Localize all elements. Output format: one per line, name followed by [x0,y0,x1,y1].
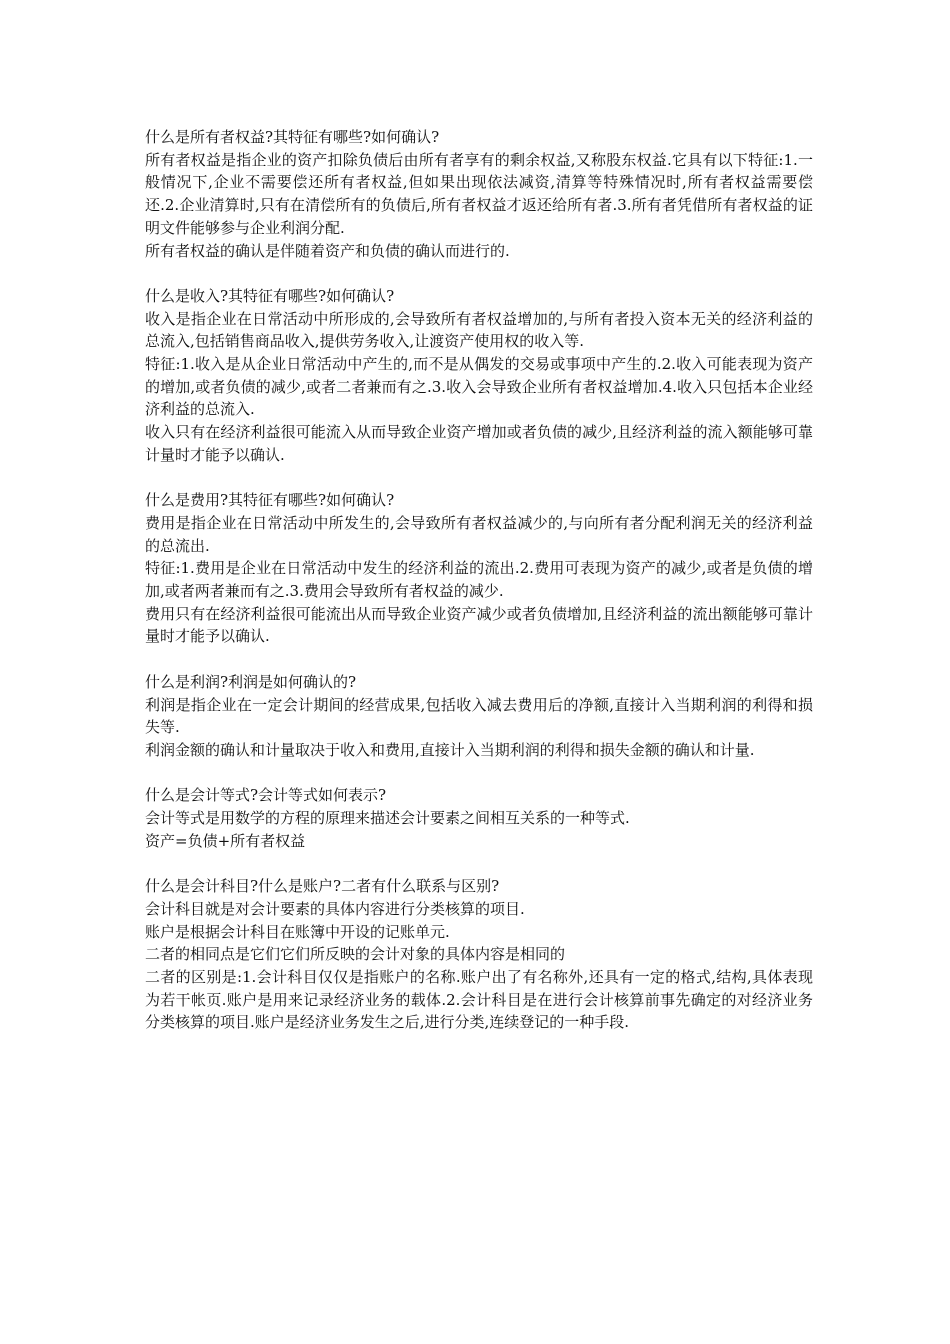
paragraph: 二者的相同点是它们它们所反映的会计对象的具体内容是相同的 [145,945,566,964]
paragraph: 费用只有在经济利益很可能流出从而导致企业资产减少或者负债增加,且经济利益的流出额能够可靠计量时才能予以确认. [145,604,813,646]
section-heading: 什么是费用?其特征有哪些?如何确认? [145,491,395,510]
paragraph: 利润金额的确认和计量取决于收入和费用,直接计入当期利润的利得和损失金额的确认和计量. [145,740,755,759]
section-expenses [145,489,813,648]
section-revenue [145,285,813,467]
section-accounting-equation [145,784,813,852]
paragraph: 收入只有在经济利益很可能流入从而导致企业资产增加或者负债的减少,且经济利益的流入额能够可靠计量时才能予以确认. [145,423,813,464]
paragraph: 会计科目就是对会计要素的具体内容进行分类核算的项目. [145,899,525,918]
equation: 资产=负债+所有者权益 [145,831,306,850]
paragraph: 所有者权益是指企业的资产扣除负债后由所有者享有的剩余权益,又称股东权益.它具有以下特征:1.一般情况下,企业不需要偿还所有者权益,但如果出现依法减资,清算等特殊情况时,所有者权益需要偿还.2.企业清算时,只有在清偿所有的负债后,所有者权益才返还给所有者.3.所有者凭借所有者权益的证明文件能够参与企业利润分配. [145,150,813,237]
paragraph: 收入是指企业在日常活动中所形成的,会导致所有者权益增加的,与所有者投入资本无关的经济利益的总流入,包括销售商品收入,提供劳务收入,让渡资产使用权的收入等. [145,309,813,351]
section-profit [145,671,813,762]
section-accounts [145,875,813,1034]
paragraph: 费用是指企业在日常活动中所发生的,会导致所有者权益减少的,与向所有者分配利润无关的经济利益的总流出. [145,513,813,555]
section-heading: 什么是会计等式?会计等式如何表示? [145,786,387,805]
document-body [145,126,813,1057]
paragraph: 会计等式是用数学的方程的原理来描述会计要素之间相互关系的一种等式. [145,809,630,828]
section-heading: 什么是收入?其特征有哪些?如何确认? [145,286,395,305]
paragraph: 二者的区别是:1.会计科目仅仅是指账户的名称.账户出了有名称外,还具有一定的格式,结构,具体表现为若干帐页.账户是用来记录经济业务的载体.2.会计科目是在进行会计核算前事先确定的对经济业务分类核算的项目.账户是经济业务发生之后,进行分类,连续登记的一种手段. [145,967,813,1032]
paragraph: 特征:1.收入是从企业日常活动中产生的,而不是从偶发的交易或事项中产生的.2.收入可能表现为资产的增加,或者负债的减少,或者二者兼而有之.3.收入会导致企业所有者权益增加.4.收入只包括本企业经济利益的总流入. [145,355,813,419]
section-owners-equity [145,126,813,262]
section-heading: 什么是利润?利润是如何确认的? [145,672,357,691]
section-heading: 什么是会计科目?什么是账户?二者有什么联系与区别? [145,877,500,896]
paragraph: 所有者权益的确认是伴随着资产和负债的确认而进行的. [145,241,510,260]
paragraph: 特征:1.费用是企业在日常活动中发生的经济利益的流出.2.费用可表现为资产的减少,或者是负债的增加,或者两者兼而有之.3.费用会导致所有者权益的减少. [145,559,813,601]
section-heading: 什么是所有者权益?其特征有哪些?如何确认? [145,128,440,146]
paragraph: 利润是指企业在一定会计期间的经营成果,包括收入减去费用后的净额,直接计入当期利润的利得和损失等. [145,695,813,737]
paragraph: 账户是根据会计科目在账簿中开设的记账单元. [145,922,450,941]
